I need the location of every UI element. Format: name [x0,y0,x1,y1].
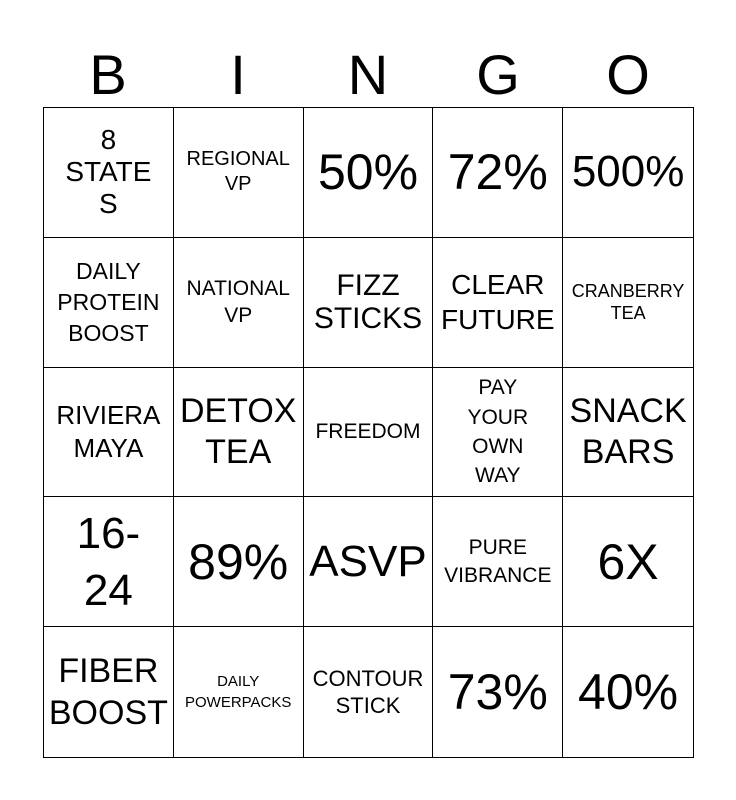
bingo-cell[interactable]: 16-24 [44,497,174,627]
bingo-cell[interactable]: FIZZ STICKS [304,238,434,368]
bingo-cell[interactable]: 89% [174,497,304,627]
bingo-cell[interactable]: 40% [578,663,679,720]
bingo-cell[interactable]: 500% [563,108,693,238]
bingo-card-grid [43,107,694,758]
bingo-cell[interactable]: PAY YOUR OWN WAY [433,368,563,498]
bingo-cell[interactable]: CONTOUR STICK [304,627,434,757]
bingo-cell[interactable]: FREEDOM [304,368,434,498]
bingo-header [43,42,693,108]
bingo-cell[interactable]: SNACK BARS [563,368,693,498]
bingo-cell[interactable]: 6X [563,497,693,627]
bingo-cell[interactable]: DAILY POWERPACKS [174,627,304,757]
bingo-cell[interactable]: NATIONAL VP [174,238,304,368]
bingo-cell[interactable]: CLEAR FUTURE [433,238,563,368]
bingo-cell[interactable]: 73% [433,627,563,757]
bingo-cell[interactable]: DETOX TEA [174,368,304,498]
bingo-cell[interactable]: REGIONAL VP [174,108,304,238]
bingo-cell[interactable]: 50% [304,108,434,238]
bingo-cell[interactable]: PURE VIBRANCE [433,497,563,627]
bingo-cell[interactable]: FIBER BOOST [44,627,174,757]
bingo-cell[interactable]: 8 STATES [44,108,174,238]
header-letter-i: I [230,43,246,106]
bingo-cell[interactable]: RIVIERA MAYA [44,368,174,498]
header-letter-o: O [606,43,650,106]
header-letter-g: G [476,43,520,106]
bingo-cell[interactable]: CRANBERRY TEA [563,238,693,368]
bingo-cell[interactable]: 72% [433,108,563,238]
header-letter-n: N [347,43,389,106]
header-letter-b: B [89,43,127,106]
bingo-cell[interactable]: DAILY PROTEIN BOOST [44,238,174,368]
bingo-cell[interactable]: ASVP [304,497,434,627]
